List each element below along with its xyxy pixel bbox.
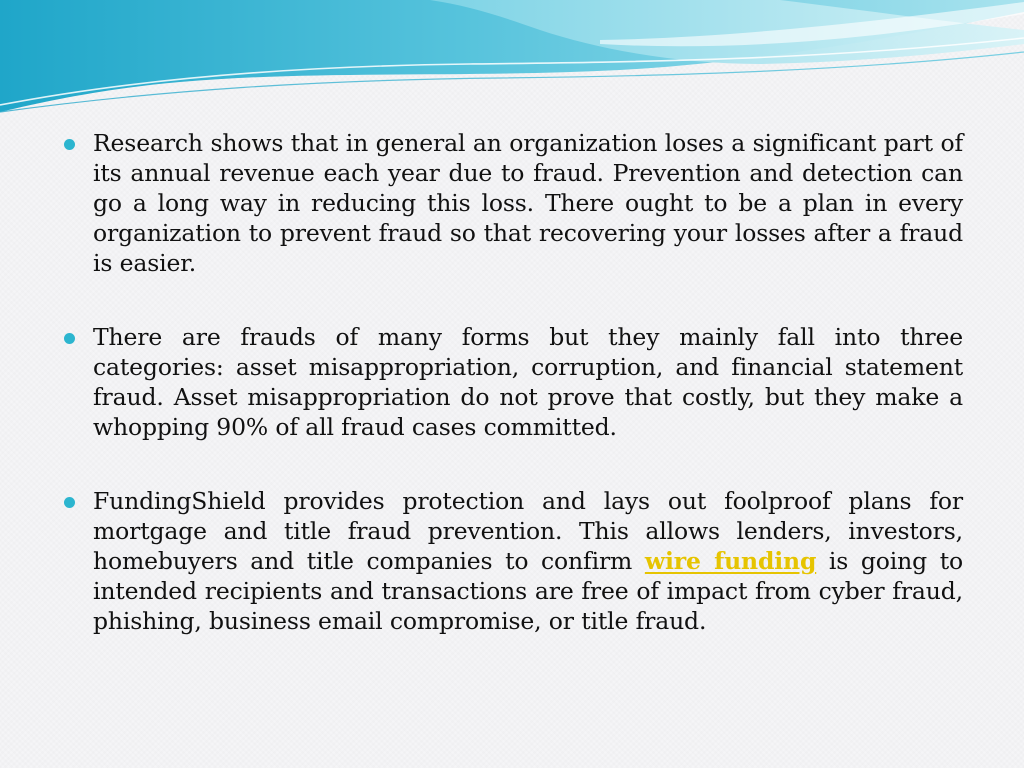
bullet-icon <box>64 139 75 150</box>
header-wave-decoration <box>0 0 1024 120</box>
bullet-icon <box>64 497 75 508</box>
wire-funding-link[interactable]: wire funding <box>644 547 817 575</box>
bullet-text <box>93 486 963 636</box>
bullet-text: There are frauds of many forms but they mainly fall into three categories: asset misappropriation, corruption, and financial statement fraud. Asset misappropriation do not prove that costly, but they make a whopping 90% of all fraud cases committed. <box>93 323 963 441</box>
bullet-list <box>62 128 963 680</box>
bullet-text-before-link: FundingShield provides protection and lays out foolproof plans for mortgage and title fraud prevention. This allows lenders, investors, homebuyers and title companies to confirm <box>93 487 963 575</box>
bullet-icon <box>64 333 75 344</box>
bullet-text-after-link: is going to intended recipients and transactions are free of impact from cyber fraud, phishing, business email compromise, or title fraud. <box>93 547 963 635</box>
bullet-text: Research shows that in general an organization loses a significant part of its annual revenue each year due to fraud. Prevention and detection can go a long way in reducing this loss. There ought to be a plan in every organization to prevent fraud so that recovering your losses after a fraud is easier. <box>93 129 963 277</box>
bullet-item-fraud-losses <box>62 128 963 278</box>
bullet-item-fundingshield <box>62 486 963 636</box>
bullet-item-fraud-categories <box>62 322 963 442</box>
